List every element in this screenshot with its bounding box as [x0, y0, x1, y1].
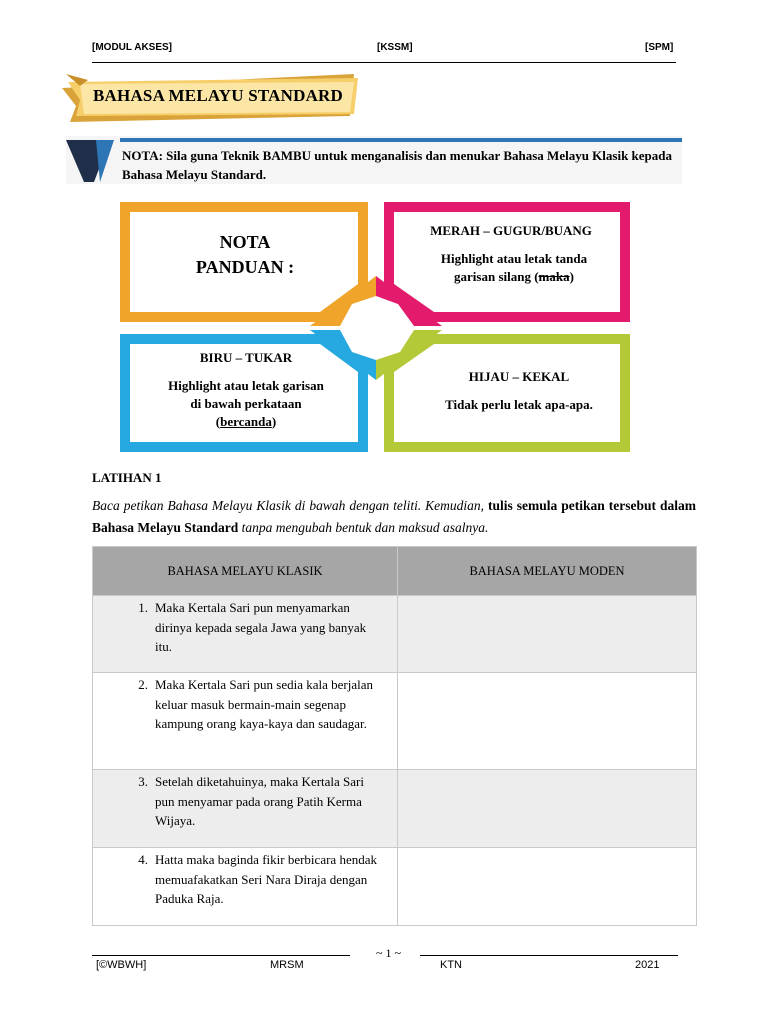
klasik-text: Setelah diketahuinya, maka Kertala Sari pun menyamar pada orang Patih Kerma Wijaya. — [155, 774, 365, 828]
merah-title: MERAH – GUGUR/BUANG — [430, 223, 592, 238]
page-number: ~ 1 ~ — [376, 946, 401, 960]
klasik-text: Maka Kertala Sari pun menyamarkan dirinya kepada segala Jawa yang banyak itu. — [155, 600, 367, 654]
footer-ktn: KTN — [440, 959, 462, 971]
table-row: 4. Hatta maka baginda fikir berbicara hendak memuafakatkan Seri Nara Diraja dengan Paduka Raja. — [93, 848, 697, 926]
table-row: 2. Maka Kertala Sari pun sedia kala berjalan keluar masuk bermain-main segenap kampung orang kaya-kaya dan saudagar. — [93, 673, 697, 770]
biru-body: Highlight atau letak garisan di bawah perkataan (bercanda) — [168, 378, 324, 429]
merah-body: Highlight atau letak tanda garisan silang (maka) — [440, 251, 588, 284]
answer-cell[interactable] — [398, 596, 697, 673]
klasik-text: Maka Kertala Sari pun sedia kala berjalan keluar masuk bermain-main segenap kampung orang kaya-kaya dan saudagar. — [155, 677, 374, 731]
nota-text: NOTA: Sila guna Teknik BAMBU untuk menganalisis dan menukar Bahasa Melayu Klasik kepada Bahasa Melayu Standard. — [122, 148, 673, 182]
nota-panduan-label: NOTA PANDUAN : — [195, 232, 295, 277]
instruction-text: Baca petikan Bahasa Melayu Klasik di bawah dengan teliti. Kemudian, tulis semula petikan tersebut dalam Bahasa Melayu Standard tanpa mengubah bentuk dan maksud asalnya. — [92, 498, 696, 535]
header-klasik: BAHASA MELAYU KLASIK — [93, 547, 398, 596]
answer-cell[interactable] — [398, 673, 697, 770]
klasik-text: Hatta maka baginda fikir berbicara hendak memuafakatkan Seri Nara Diraja dengan Paduka Raja. — [155, 852, 377, 906]
footer-rule-right — [420, 955, 678, 956]
answer-cell[interactable] — [398, 770, 697, 848]
footer-org: MRSM — [270, 959, 304, 971]
page-title: BAHASA MELAYU STANDARD — [93, 86, 343, 105]
footer-rule-left — [92, 955, 350, 956]
strike-example: maka — [538, 269, 570, 284]
underline-example: bercanda — [220, 414, 272, 429]
table-row: 3. Setelah diketahuinya, maka Kertala Sari pun menyamar pada orang Patih Kerma Wijaya. — [93, 770, 697, 848]
footer-year: 2021 — [635, 959, 660, 971]
green-frame — [384, 334, 630, 452]
header-module: [MODUL AKSES] — [92, 42, 172, 53]
answer-cell[interactable] — [398, 848, 697, 926]
header-kssm: [KSSM] — [377, 42, 413, 53]
header-moden: BAHASA MELAYU MODEN — [398, 547, 697, 596]
latihan-title: LATIHAN 1 — [92, 470, 162, 485]
header-spm: [SPM] — [645, 42, 674, 53]
header-rule — [92, 62, 676, 63]
biru-title: BIRU – TUKAR — [199, 350, 293, 365]
hijau-body: Tidak perlu letak apa-apa. — [445, 397, 593, 412]
table-row: 1. Maka Kertala Sari pun menyamarkan dirinya kepada segala Jawa yang banyak itu. — [93, 596, 697, 673]
latihan-table — [92, 546, 697, 926]
footer-copyright: [©WBWH] — [96, 959, 147, 971]
hijau-title: HIJAU – KEKAL — [468, 369, 570, 384]
